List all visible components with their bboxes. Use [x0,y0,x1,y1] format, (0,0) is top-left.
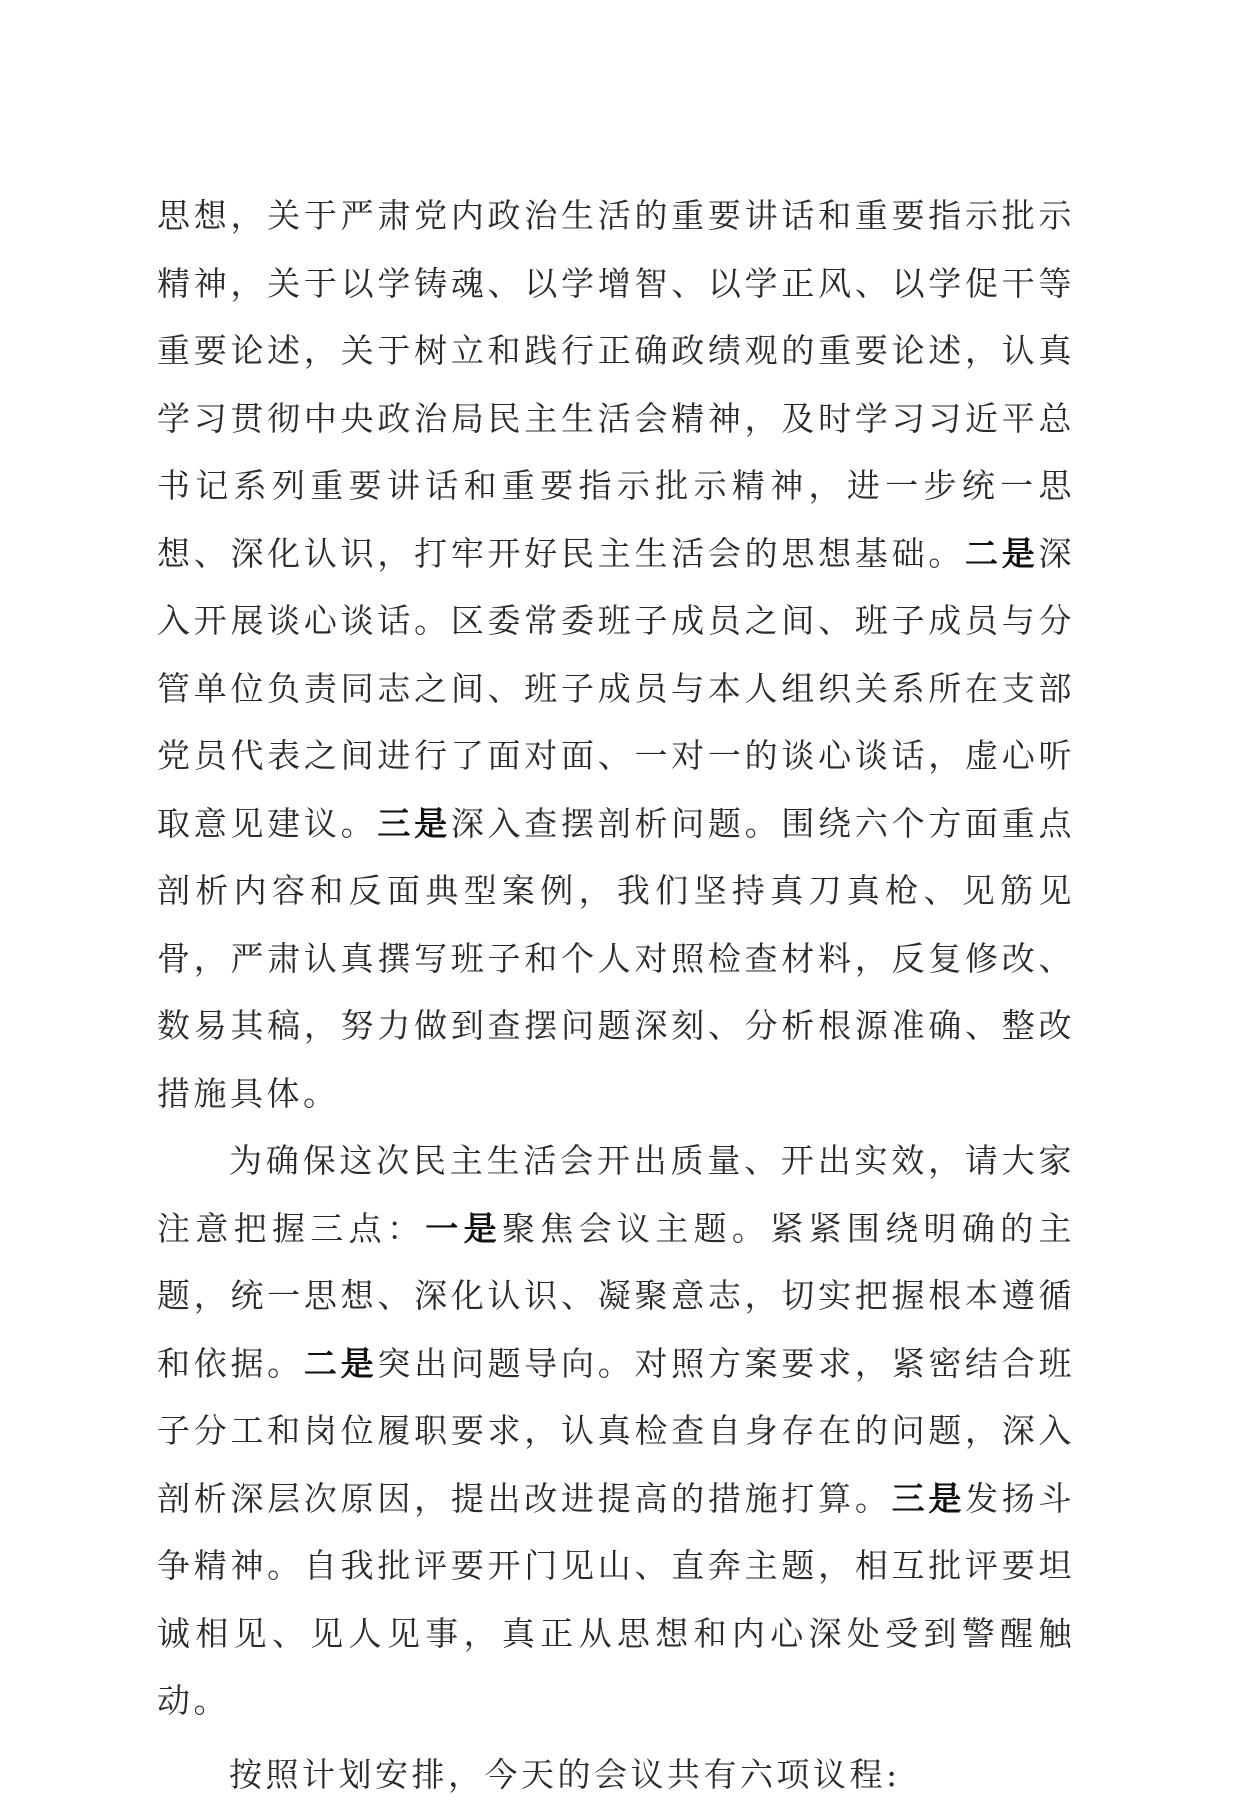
bold-marker-first: 一是 [425,1209,502,1248]
text-run: 思想，关于严肃党内政治生活的重要讲话和重要指示批示精神，关于以学铸魂、以学增智、以学正风、以学促干等重要论述，关于树立和践行正确政绩观的重要论述，认真学习贯彻中央政治局民主生活会精神，及时学习习近平总书记系列重要讲话和重要指示批示精神，进一步统一思想、深化认识，打牢开好民主生活会的思想基础。 [157,196,1075,573]
paragraph-study-and-talks [157,182,1075,1127]
text-run: 为确保这次民主生活会开出质量、开出实效，请大家注意把握三点： [157,1141,1075,1248]
bold-marker-third: 三是 [377,804,450,843]
paragraph-three-points [157,1127,1075,1735]
bold-marker-third: 三是 [892,1479,965,1518]
text-run: 深入开展谈心谈话。区委常委班子成员之间、班子成员与分管单位负责同志之间、班子成员与本人组织关系所在支部党员代表之间进行了面对面、一对一的谈心谈话，虚心听取意见建议。 [157,534,1075,843]
bold-marker-second: 二是 [304,1344,377,1383]
document-body [157,182,1075,1808]
text-run: 突出问题导向。对照方案要求，紧密结合班子分工和岗位履职要求，认真检查自身存在的问题，深入剖析深层次原因，提出改进提高的措施打算。 [157,1344,1075,1518]
bold-marker-second: 二是 [965,534,1038,573]
paragraph-agenda-intro [157,1741,1075,1808]
text-run: 发扬斗争精神。自我批评要开门见山、直奔主题，相互批评要坦诚相见、见人见事，真正从思想和内心深处受到警醒触动。 [157,1479,1075,1721]
text-run: 按照计划安排，今天的会议共有六项议程: [229,1755,901,1794]
text-run: 聚焦会议主题。紧紧围绕明确的主题，统一思想、深化认识、凝聚意志，切实把握根本遵循和依据。 [157,1209,1075,1383]
text-run: 深入查摆剖析问题。围绕六个方面重点剖析内容和反面典型案例，我们坚持真刀真枪、见筋见骨，严肃认真撰写班子和个人对照检查材料，反复修改、数易其稿，努力做到查摆问题深刻、分析根源准确、整改措施具体。 [157,804,1075,1113]
